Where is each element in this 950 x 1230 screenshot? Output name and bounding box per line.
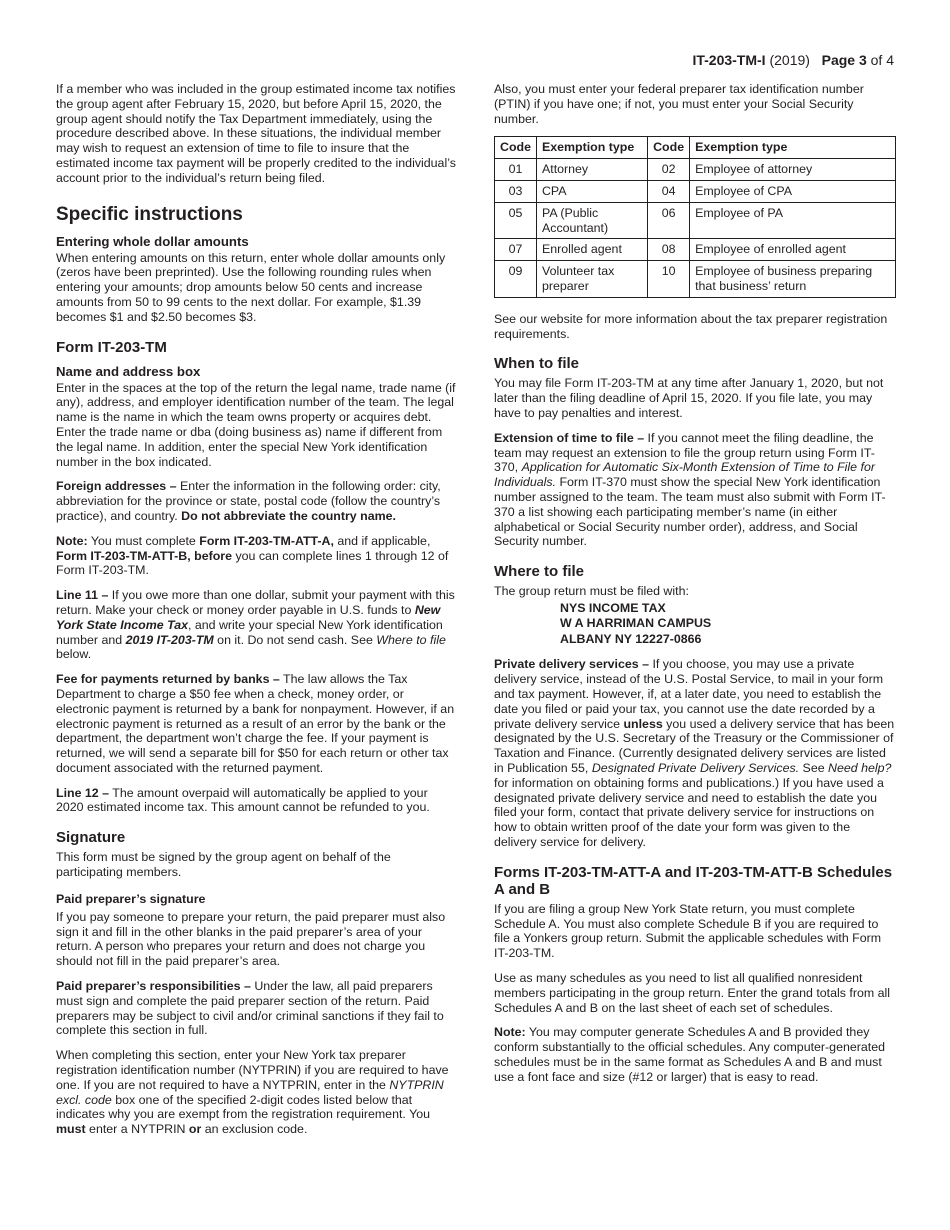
name-box-paragraph: Enter in the spaces at the top of the return the legal name, trade name (if any), address, and employer identification number of the team. The legal name is the name in which the team owns property or acquires debt. Enter the trade name or dba (doing business as) name if different from the legal name. In addition, enter the special New York identification number in the box indicated. [56, 380, 456, 469]
pds-publication-title: Designated Private Delivery Services. [591, 761, 800, 775]
forms-schedules-heading: Forms IT-203-TM-ATT-A and IT-203-TM-ATT-B Schedules A and B [494, 863, 893, 898]
table-row [495, 261, 896, 298]
line11-text-2: , and write your special New York identification number and [56, 617, 443, 647]
pds-unless: unless [623, 716, 663, 731]
table-row [495, 202, 896, 239]
extension-text-2: Form IT-370 must show the special New York identification number assigned to the team. The team must also submit with Form IT-370 a list showing each participating member’s name (in either alphabetical or Social Security number order), address, and Social Security number. [494, 475, 886, 549]
header-type-2: Exemption type [690, 137, 896, 159]
signature-heading: Signature [56, 829, 126, 847]
page-of: of 4 [870, 52, 894, 68]
foreign-label: Foreign addresses – [56, 479, 177, 494]
fee-label: Fee for payments returned by banks – [56, 672, 280, 687]
foreign-text: Enter the information in the following order: city, abbreviation for the province or state, postal code (follow the country’s practice), and country. [56, 479, 441, 523]
code-cell: 09 [495, 261, 537, 298]
code-cell: 04 [648, 180, 690, 202]
code-cell: 08 [648, 239, 690, 261]
line11-text-4: below. [56, 647, 92, 662]
ptin-paragraph: Also, you must enter your federal preparer tax identification number (PTIN) if you have one; if not, you must enter your Social Security number. [494, 82, 864, 126]
code-cell: 07 [495, 239, 537, 261]
when-to-file-heading: When to file [494, 355, 579, 373]
nytprin-text-2: box one of the specified 2-digit codes listed below that indicates why you are exempt from the registration requirement. You [56, 1092, 430, 1122]
forms-paragraph-1: If you are filing a group New York State return, you must complete Schedule A. You must also complete Schedule B if you are required to file a Yonkers group return. Submit the applicable schedules with Form IT-203-TM. [494, 901, 882, 961]
right-column [494, 82, 896, 1095]
table-row [495, 239, 896, 261]
line11-paragraph [56, 588, 458, 662]
pds-text-3: See [799, 761, 829, 775]
responsibilities-text: Under the law, all paid preparers must sign and complete the paid preparer section of the return. Paid preparers may be subject to civil and/or criminal sanctions if they fail to complete this section in full. [56, 979, 444, 1038]
nytprin-text-1: When completing this section, enter your New York tax preparer registration identification number (NYTPRIN) if you are required to have one. If you are not required to have a NYTPRIN, enter in the [56, 1048, 449, 1092]
line11-text-3: on it. Do not send cash. See [213, 632, 377, 647]
form-year: (2019) [769, 52, 810, 68]
foreign-addresses-paragraph [56, 479, 458, 523]
line12-paragraph [56, 786, 458, 816]
address-line-2: W A HARRIMAN CAMPUS [560, 616, 712, 631]
type-cell: Attorney [536, 159, 647, 181]
type-cell: Enrolled agent [536, 239, 647, 261]
computer-note-text: You may computer generate Schedules A and B provided they conform substantially to the official schedules. Any computer-generated schedules must be in the same format as Schedules A and B and must use a font face and size (#12 or larger) that is easy to read. [494, 1025, 885, 1084]
line11-where-ref: Where to file [376, 632, 446, 647]
intro-paragraph: If a member who was included in the group estimated income tax notifies the group agent after February 15, 2020, but before April 15, 2020, the group agent should notify the Tax Department immediately, using the procedure described above. In these situations, the individual member may wish to request an extension of time to file to insure that the estimated income tax payment will be properly credited to the individual’s account prior to the individual’s return being filed. [56, 82, 456, 185]
extension-paragraph [494, 431, 896, 549]
name-box-heading: Name and address box [56, 363, 201, 379]
extension-label: Extension of time to file – [494, 430, 645, 445]
form-heading: Form IT-203-TM [56, 338, 167, 356]
nytprin-or: or [188, 1122, 202, 1137]
whole-dollar-heading: Entering whole dollar amounts [56, 233, 249, 249]
address-line-1: NYS INCOME TAX [560, 600, 666, 615]
where-to-file-heading: Where to file [494, 563, 585, 581]
page-header [692, 52, 894, 68]
pds-text-4: for information on obtaining forms and publications.) If you have used a designated private delivery service and need to establish the date you filed your form, contact that private delivery service for instructions on how to obtain written proof of the date your form was given to the delivery service for delivery. [494, 775, 884, 849]
header-code-1: Code [495, 137, 537, 159]
nytprin-box-ref: NYTPRIN excl. code [56, 1077, 444, 1107]
form-id: IT-203-TM-I [692, 52, 766, 68]
responsibilities-label: Paid preparer’s responsibilities – [56, 979, 251, 994]
computer-note-paragraph [494, 1025, 896, 1084]
extension-form-title: Application for Automatic Six-Month Extension of Time to File for Individuals. [494, 460, 875, 490]
when-to-file-paragraph: You may file Form IT-203-TM at any time after January 1, 2020, but not later than the filing deadline of April 15, 2020. If you file late, you may have to pay penalties and interest. [494, 376, 884, 420]
code-cell: 10 [648, 261, 690, 298]
header-code-2: Code [648, 137, 690, 159]
note-paragraph [56, 534, 458, 578]
nytprin-paragraph [56, 1048, 458, 1137]
website-paragraph: See our website for more information about the tax preparer registration requirements. [494, 311, 888, 341]
where-to-file-paragraph: The group return must be filed with: [494, 584, 689, 599]
table-row [495, 180, 896, 202]
type-cell: Employee of PA [690, 202, 896, 239]
computer-note-label: Note: [494, 1025, 526, 1040]
note-bold-1: Form IT-203-TM-ATT-A, [199, 533, 334, 548]
note-bold-2: Form IT-203-TM-ATT-B, before [56, 548, 232, 563]
line11-payee: New York State Income Tax [56, 602, 441, 632]
specific-instructions-heading: Specific instructions [56, 203, 243, 225]
responsibilities-paragraph [56, 979, 458, 1038]
private-delivery-paragraph [494, 657, 896, 849]
preparer-signature-paragraph: If you pay someone to prepare your return, the paid preparer must also sign it and fill in the other blanks in the paid preparer’s area of your return. A person who prepares your return and does not charge you should not fill in the paid preparer’s area. [56, 909, 446, 969]
line12-label: Line 12 – [56, 785, 110, 800]
whole-dollar-paragraph: When entering amounts on this return, enter whole dollar amounts only (zeros have been preprinted). Use the following rounding rules when entering your amounts; drop amounts below 50 cents and increase amounts from 50 to 99 cents to the next dollar. For example, $1.39 becomes $1 and $2.50 becomes $3. [56, 250, 446, 324]
code-cell: 06 [648, 202, 690, 239]
signature-paragraph: This form must be signed by the group agent on behalf of the participating members. [56, 850, 391, 880]
table-header-row [495, 137, 896, 159]
exemption-table [494, 136, 896, 297]
nytprin-must: must [56, 1122, 86, 1137]
preparer-signature-heading: Paid preparer’s signature [56, 891, 206, 906]
note-text-1: You must complete [87, 533, 200, 548]
type-cell: Employee of CPA [690, 180, 896, 202]
type-cell: Employee of business preparing that business’ return [690, 261, 896, 298]
pds-need-help: Need help? [828, 761, 892, 775]
type-cell: PA (Public Accountant) [536, 202, 647, 239]
forms-paragraph-2: Use as many schedules as you need to list all qualified nonresident members participating in the group return. Enter the grand totals from all Schedules A and B on the last sheet of each set of schedules. [494, 970, 891, 1015]
code-cell: 05 [495, 202, 537, 239]
note-text-3: you can complete lines 1 through 12 of Form IT-203-TM. [56, 548, 449, 578]
line12-text: The amount overpaid will automatically be applied to your 2020 estimated income tax. This amount cannot be refunded to you. [56, 785, 430, 815]
foreign-bold: Do not abbreviate the country name. [181, 508, 396, 523]
page-label: Page 3 [821, 52, 867, 68]
nytprin-text-3: enter a NYTPRIN [85, 1122, 189, 1137]
pds-text-1: If you choose, you may use a private delivery service, instead of the U.S. Postal Service, to mail in your form and tax payment. However, if, at a later date, you need to establish the date you filed or paid your tax, you cannot use the date recorded by a private delivery service [494, 657, 884, 731]
fee-paragraph [56, 672, 458, 776]
note-text-2: and if applicable, [333, 533, 431, 548]
type-cell: Volunteer tax preparer [536, 261, 647, 298]
pds-text-2: you used a delivery service that has been designated by the U.S. Secretary of the Treasury or the Commissioner of Taxation and Finance. (Currently designated delivery services are listed in Publication 55, [494, 716, 895, 775]
type-cell: Employee of enrolled agent [690, 239, 896, 261]
extension-text-1: If you cannot meet the filing deadline, the team may request an extension to file the group return using Form IT-370, [494, 430, 875, 475]
code-cell: 02 [648, 159, 690, 181]
fee-text: The law allows the Tax Department to charge a $50 fee when a check, money order, or electronic payment is returned by a bank for nonpayment. However, if an electronic payment is returned as a result of an error by the bank or the department, the department won’t charge the fee. If your payment is returned, we will send a separate bill for $50 for each return or other tax document associated with the returned payment. [56, 672, 455, 775]
left-column [56, 82, 458, 1147]
line11-label: Line 11 – [56, 588, 109, 603]
line11-form-ref: 2019 IT-203-TM [125, 632, 214, 647]
code-cell: 03 [495, 180, 537, 202]
table-row [495, 159, 896, 181]
type-cell: CPA [536, 180, 647, 202]
line11-text-1: If you owe more than one dollar, submit your payment with this return. Make your check or money order payable in U.S. funds to [56, 588, 455, 617]
header-type-1: Exemption type [536, 137, 647, 159]
note-label: Note: [56, 533, 88, 548]
private-delivery-label: Private delivery services – [494, 657, 649, 672]
nytprin-text-4: an exclusion code. [201, 1122, 308, 1137]
code-cell: 01 [495, 159, 537, 181]
mailing-address [560, 601, 896, 648]
address-line-3: ALBANY NY 12227-0866 [560, 631, 702, 646]
type-cell: Employee of attorney [690, 159, 896, 181]
